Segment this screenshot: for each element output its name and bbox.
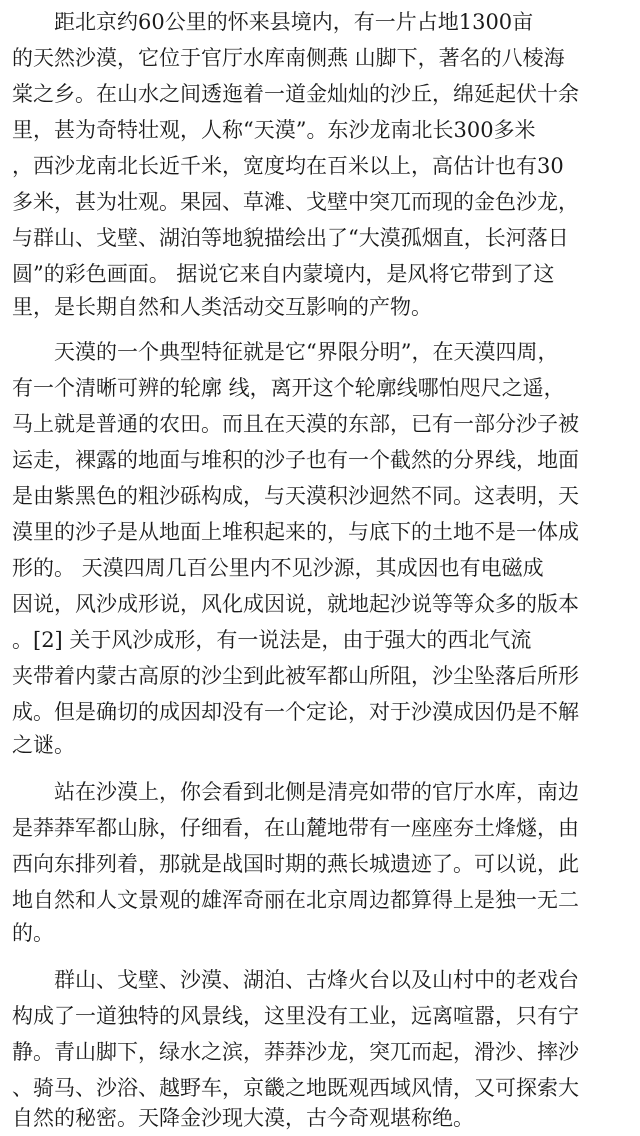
text-line: 形的。 天漠四周几百公里内不见沙源，其成因也有电磁成 bbox=[12, 556, 544, 580]
text-line: 构成了一道独特的风景线，这里没有工业，远离喧嚣，只有宁 bbox=[12, 1004, 579, 1028]
text-line: 地自然和人文景观的雄浑奇丽在北京周边都算得上是独一无二 bbox=[12, 888, 579, 912]
text-line: 西向东排列着，那就是战国时期的燕长城遗迹了。可以说，此 bbox=[12, 852, 579, 876]
text-line: 圆”的彩色画面。 据说它来自内蒙境内，是风将它带到了这 bbox=[12, 262, 555, 286]
text-line: 天漠的一个典型特征就是它“界限分明”，在天漠四周， bbox=[54, 340, 559, 364]
text-line: 里，甚为奇特壮观，人称“天漠”。东沙龙南北长300多米 bbox=[12, 118, 536, 142]
text-line: 成。但是确切的成因却没有一个定论，对于沙漠成因仍是不解 bbox=[12, 700, 579, 724]
text-line: 马上就是普通的农田。而且在天漠的东部，已有一部分沙子被 bbox=[12, 412, 579, 436]
text-line: 里，是长期自然和人类活动交互影响的产物。 bbox=[12, 295, 432, 319]
text-line: 运走，裸露的地面与堆积的沙子也有一个截然的分界线，地面 bbox=[12, 448, 579, 472]
text-line: 的天然沙漠，它位于官厅水库南侧燕 山脚下，著名的八棱海 bbox=[12, 46, 565, 70]
text-line: 自然的秘密。天降金沙现大漠，古今奇观堪称绝。 bbox=[12, 1106, 474, 1130]
text-line: 静。青山脚下，绿水之滨，莽莽沙龙，突兀而起，滑沙、摔沙 bbox=[12, 1040, 579, 1064]
text-line: 多米，甚为壮观。果园、草滩、戈壁中突兀而现的金色沙龙， bbox=[12, 190, 579, 214]
text-line: 有一个清晰可辨的轮廓 线，离开这个轮廓线哪怕咫尺之遥， bbox=[12, 376, 565, 400]
text-line: 。[2] 关于风沙成形，有一说法是，由于强大的西北气流 bbox=[12, 628, 532, 652]
text-line: 是莽莽军都山脉，仔细看，在山麓地带有一座座夯土烽燧，由 bbox=[12, 816, 579, 840]
text-line: 、骑马、沙浴、越野车，京畿之地既观西域风情，又可探索大 bbox=[12, 1076, 579, 1100]
text-line: 因说，风沙成形说，风化成因说，就地起沙说等等众多的版本 bbox=[12, 592, 579, 616]
text-line: 漠里的沙子是从地面上堆积起来的，与底下的土地不是一体成 bbox=[12, 520, 579, 544]
text-line: 夹带着内蒙古高原的沙尘到此被军都山所阻，沙尘坠落后所形 bbox=[12, 664, 579, 688]
text-line: 站在沙漠上，你会看到北侧是清亮如带的官厅水库，南边 bbox=[54, 780, 579, 804]
text-line: 棠之乡。在山水之间透迤着一道金灿灿的沙丘，绵延起伏十余 bbox=[12, 82, 579, 106]
text-line: ，西沙龙南北长近千米，宽度均在百米以上，高估计也有30 bbox=[12, 154, 564, 178]
text-line: 是由紫黑色的粗沙砾构成，与天漠积沙迥然不同。这表明，天 bbox=[12, 484, 579, 508]
text-line: 之谜。 bbox=[12, 733, 75, 757]
text-line: 与群山、戈壁、湖泊等地貌描绘出了“大漠孤烟直，长河落日 bbox=[12, 226, 569, 250]
text-line: 距北京约60公里的怀来县境内，有一片占地1300亩 bbox=[54, 10, 534, 34]
text-line: 群山、戈壁、沙漠、湖泊、古烽火台以及山村中的老戏台 bbox=[54, 968, 579, 992]
text-line: 的。 bbox=[12, 921, 54, 945]
